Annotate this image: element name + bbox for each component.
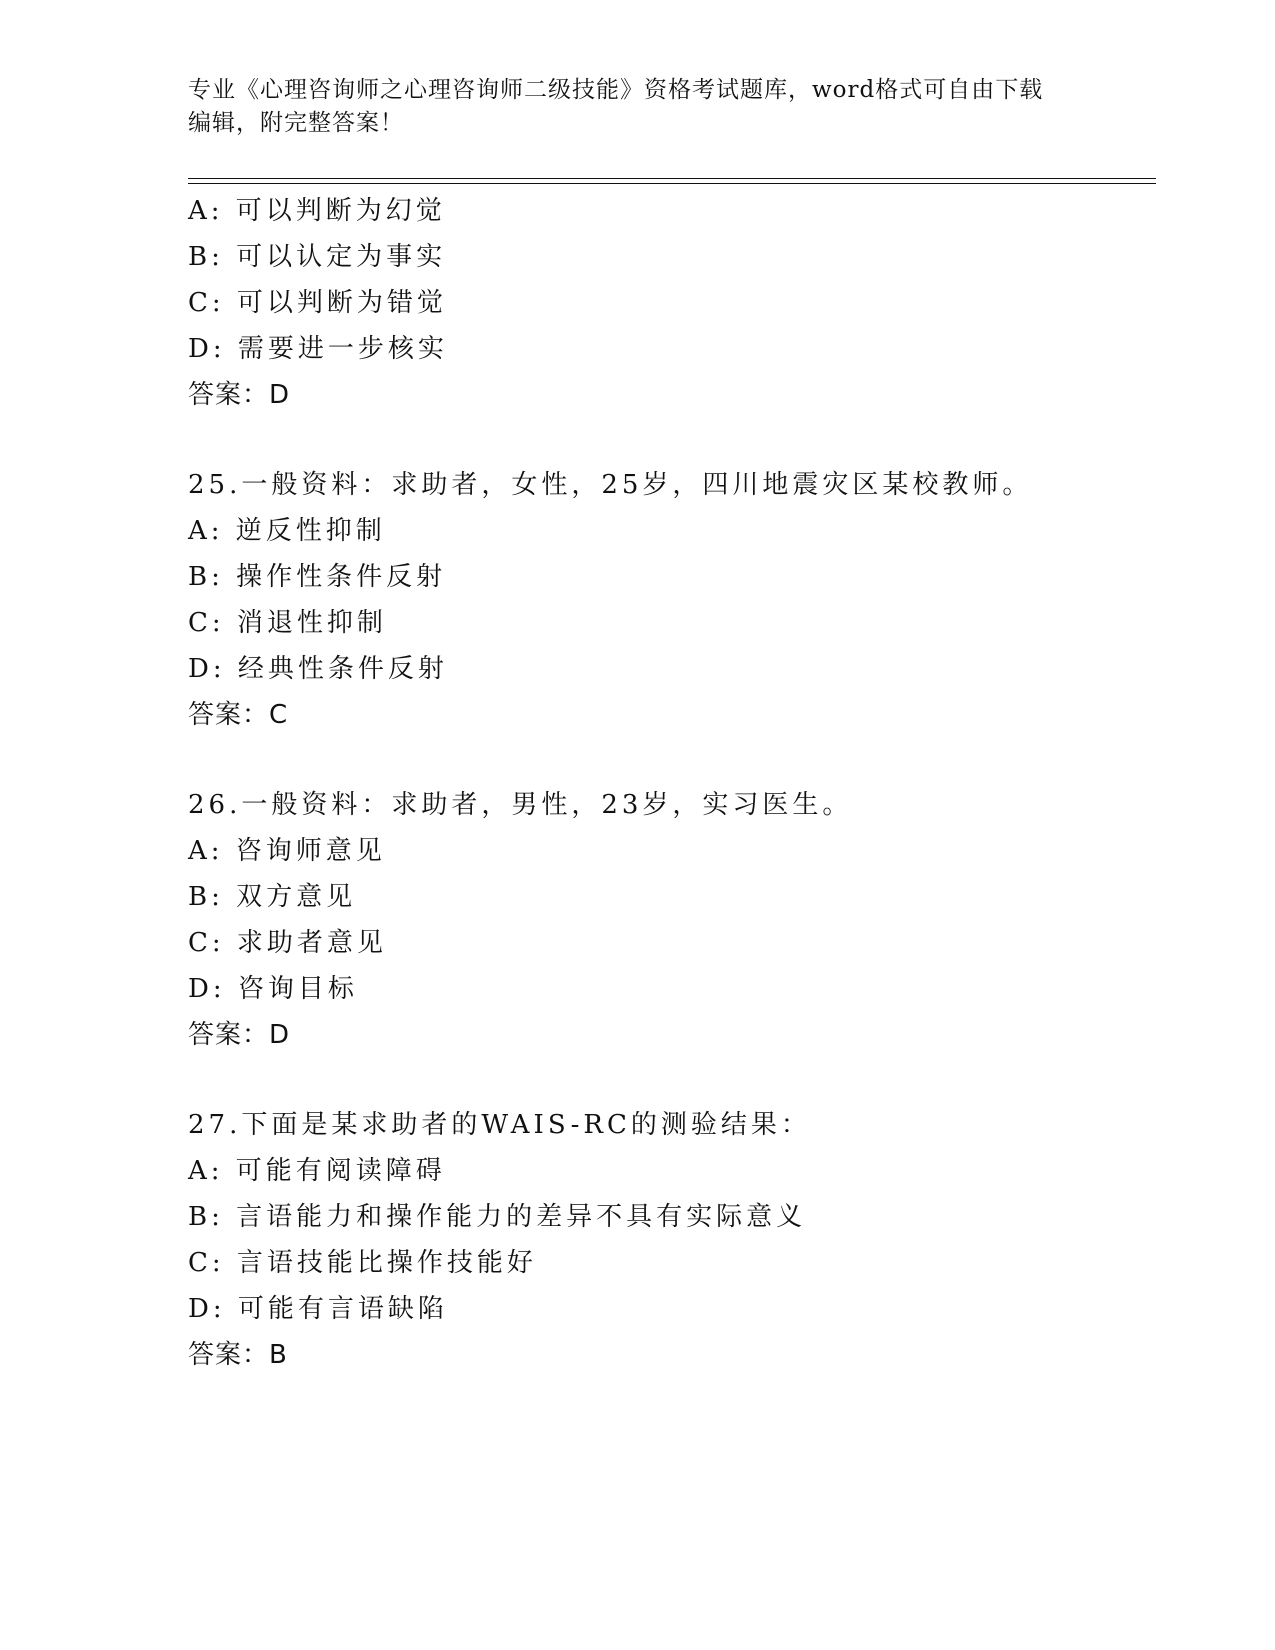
question-stem: 25.一般资料：求助者，女性，25岁，四川地震灾区某校教师。 <box>188 470 1033 500</box>
answer-line: 答案：C <box>188 700 289 730</box>
answer-line: 答案：D <box>188 380 291 410</box>
question-26 <box>188 782 1148 1058</box>
answer-line: 答案：D <box>188 1020 291 1050</box>
option-c: C: 求助者意见 <box>188 928 387 958</box>
option-a: A: 可以判断为幻觉 <box>188 196 446 226</box>
option-c: C: 言语技能比操作技能好 <box>188 1248 537 1278</box>
question-25 <box>188 462 1148 738</box>
option-a: A: 咨询师意见 <box>188 836 386 866</box>
option-b: B: 言语能力和操作能力的差异不具有实际意义 <box>188 1202 807 1232</box>
answer-line: 答案：B <box>188 1340 288 1370</box>
header-divider-top <box>188 178 1156 179</box>
question-list <box>188 188 1148 1378</box>
option-b: B: 可以认定为事实 <box>188 242 447 272</box>
option-d: D: 咨询目标 <box>188 974 358 1004</box>
header-divider-bottom <box>188 183 1156 184</box>
header-line-2: 编辑，附完整答案！ <box>188 110 404 136</box>
option-b: B: 双方意见 <box>188 882 357 912</box>
option-d: D: 经典性条件反射 <box>188 654 448 684</box>
option-b: B: 操作性条件反射 <box>188 562 447 592</box>
option-c: C: 可以判断为错觉 <box>188 288 447 318</box>
question-stem: 26.一般资料：求助者，男性，23岁，实习医生。 <box>188 790 853 820</box>
question-27 <box>188 1102 1148 1378</box>
option-a: A: 可能有阅读障碍 <box>188 1156 446 1186</box>
option-d: D: 需要进一步核实 <box>188 334 448 364</box>
question-stem: 27.下面是某求助者的WAIS-RC的测验结果： <box>188 1110 811 1140</box>
option-c: C: 消退性抑制 <box>188 608 387 638</box>
document-header <box>188 74 1088 140</box>
header-line-1: 专业《心理咨询师之心理咨询师二级技能》资格考试题库，word格式可自由下载 <box>188 77 1044 103</box>
option-a: A: 逆反性抑制 <box>188 516 386 546</box>
option-d: D: 可能有言语缺陷 <box>188 1294 448 1324</box>
question-24 <box>188 188 1148 418</box>
